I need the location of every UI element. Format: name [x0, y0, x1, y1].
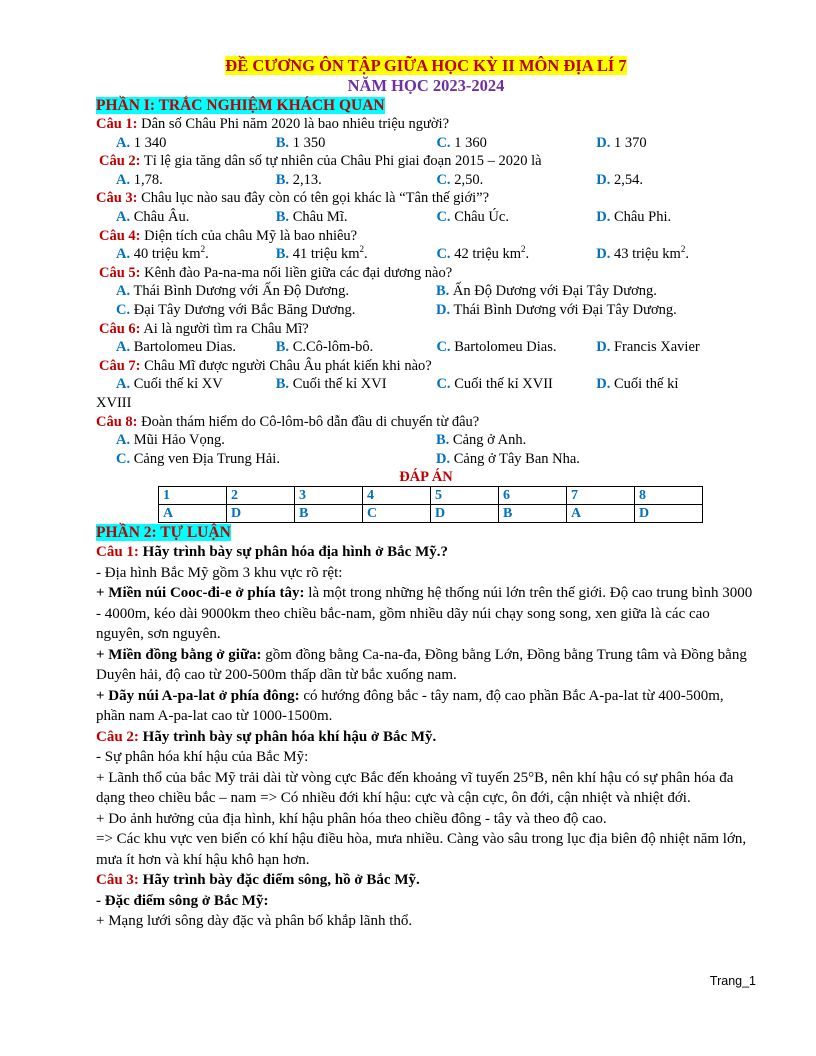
answer-option	[276, 245, 437, 264]
question-3	[96, 189, 756, 208]
option-letter: C.	[436, 171, 451, 188]
question-label: Câu 2:	[99, 153, 141, 170]
option-letter: B.	[275, 208, 290, 225]
essay-line: + Mạng lưới sông dày đặc và phân bố khắp lãnh thổ.	[96, 913, 413, 930]
option-text: Cảng ven Địa Trung Hải.	[130, 450, 280, 467]
essay-line: + Lãnh thổ của bắc Mỹ trải dài từ vòng cực Bắc đến khoảng vĩ tuyến 25°B, nên khí hậu có sự phân hóa đa dạng theo chiều bắc – nam => Có nhiều đới khí hậu: cực và cận cực, ôn đới, cận nhiệt và nhiệt đới.	[96, 769, 734, 807]
option-text: Bartolomeu Dias.	[450, 339, 557, 356]
answer-option	[116, 282, 436, 301]
option-text: Cảng ở Tây Ban Nha.	[450, 450, 580, 467]
option-text: 2,13.	[289, 171, 322, 188]
answer-number-cell: 7	[567, 487, 635, 505]
essay-question-3: Câu 3: Hãy trình bày đặc điểm sông, hồ ở Bắc Mỹ.	[96, 872, 420, 889]
part2-heading: PHẦN 2: TỰ LUẬN	[96, 524, 231, 542]
option-letter: D.	[596, 376, 611, 393]
option-letter: D.	[596, 339, 611, 356]
essay-section	[96, 542, 756, 932]
options-row	[96, 450, 756, 469]
question-text: Ai là người tìm ra Châu Mĩ?	[140, 320, 309, 337]
option-text: Cuối thế kỉ XVII	[450, 376, 553, 393]
option-letter: A.	[116, 171, 131, 188]
option-letter: D.	[596, 246, 611, 263]
answer-number-cell: 4	[363, 487, 431, 505]
answer-option	[596, 375, 756, 394]
option-letter: A.	[116, 208, 131, 225]
option-letter: C.	[116, 301, 131, 318]
question-1	[96, 115, 756, 134]
answer-table	[158, 486, 703, 523]
option-text: Châu Úc.	[450, 208, 509, 225]
option-letter: B.	[275, 246, 290, 263]
multiple-choice-list	[96, 115, 756, 468]
option-text: Châu Mĩ.	[289, 208, 348, 225]
essay-question-2: Câu 2: Hãy trình bày sự phân hóa khí hậu ở Bắc Mỹ.	[96, 728, 437, 745]
question-label: Câu 5:	[99, 264, 141, 281]
option-text: 1,78.	[130, 171, 163, 188]
answer-key-cell: A	[159, 505, 227, 523]
answer-option	[116, 301, 436, 320]
option-letter: D.	[436, 450, 451, 467]
answer-option	[116, 245, 276, 264]
option-text: 2,54.	[610, 171, 643, 188]
option-letter: A.	[116, 339, 131, 356]
option-text: Cuối thế kỉ XV	[130, 376, 223, 393]
option-text: Francis Xavier	[610, 339, 700, 356]
option-letter: A.	[116, 283, 131, 300]
question-label: Câu 6:	[99, 320, 141, 337]
options-row	[96, 171, 756, 190]
option-end: .	[685, 246, 689, 263]
options-row	[96, 208, 756, 227]
answer-key-cell: C	[363, 505, 431, 523]
answer-option	[436, 282, 756, 301]
answer-option	[276, 375, 437, 394]
answer-option	[276, 134, 437, 153]
option-end: .	[364, 246, 368, 263]
answer-option	[596, 134, 756, 153]
options-row	[96, 431, 756, 450]
answer-key-cell: B	[295, 505, 363, 523]
question-label: Câu 3:	[96, 190, 138, 207]
answer-option	[116, 171, 276, 190]
answer-key-cell: A	[567, 505, 635, 523]
question-8	[96, 413, 756, 432]
option-letter: D.	[596, 171, 611, 188]
answer-option	[596, 208, 756, 227]
option-letter: D.	[436, 301, 451, 318]
option-letter: A.	[116, 432, 131, 449]
answer-number-cell: 2	[227, 487, 295, 505]
options-row	[96, 375, 756, 394]
essay-paragraph: + Dãy núi A-pa-lat ở phía đông: có hướng đông bắc - tây nam, độ cao phần Bắc A-pa-lat từ 400-500m, phần nam A-pa-lat cao từ 1000-1500m.	[96, 687, 724, 725]
option-text: Châu Âu.	[130, 208, 190, 225]
question-7	[96, 357, 756, 376]
option-text: Mũi Hảo Vọng.	[130, 432, 225, 449]
answer-key-row	[159, 505, 703, 523]
answer-option	[436, 171, 596, 190]
option-letter: D.	[596, 134, 611, 151]
essay-subheading: - Đặc điểm sông ở Bắc Mỹ:	[96, 892, 269, 909]
option-text: Cuối thế kỉ XVI	[289, 376, 387, 393]
question-label: Câu 8:	[96, 413, 138, 430]
superscript: 2	[200, 244, 206, 255]
answer-option	[116, 375, 276, 394]
answer-heading: ĐÁP ÁN	[399, 469, 453, 486]
option-text: Thái Bình Dương với Ấn Độ Dương.	[130, 283, 350, 300]
option-text: 1 360	[450, 134, 487, 151]
options-row	[96, 282, 756, 301]
answer-number-cell: 3	[295, 487, 363, 505]
option-end: .	[205, 246, 209, 263]
question-2	[96, 152, 756, 171]
answer-number-cell: 8	[635, 487, 703, 505]
answer-option	[436, 338, 596, 357]
option-letter: B.	[436, 283, 450, 300]
answer-option	[436, 134, 596, 153]
answer-option	[116, 134, 276, 153]
option-text: 40 triệu km	[130, 246, 201, 263]
answer-key-cell: B	[499, 505, 567, 523]
answer-option	[436, 301, 756, 320]
answer-option	[436, 450, 756, 469]
option-text: Đại Tây Dương với Bắc Băng Dương.	[130, 301, 356, 318]
option-letter: C.	[436, 339, 451, 356]
option-text: 41 triệu km	[289, 246, 360, 263]
essay-paragraph: + Miền đồng bằng ở giữa: gồm đồng bằng Ca-na-đa, Đồng bằng Lớn, Đồng bằng Trung tâm và Đồng bằng Duyên hải, độ cao từ 200-500m thấp dần từ bắc xuống nam.	[96, 646, 747, 684]
question-text: Châu lục nào sau đây còn có tên gọi khác là “Tân thế giới”?	[137, 190, 490, 207]
option-text: 43 triệu km	[610, 246, 681, 263]
question-5	[96, 264, 756, 283]
answer-number-row	[159, 487, 703, 505]
question-text: Dân số Châu Phi năm 2020 là bao nhiêu triệu người?	[137, 116, 450, 132]
answer-option	[436, 375, 596, 394]
option-letter: C.	[116, 450, 131, 467]
answer-option	[596, 245, 756, 264]
document-subtitle: NĂM HỌC 2023-2024	[347, 76, 505, 95]
option-text: Châu Phi.	[610, 208, 672, 225]
answer-option	[276, 208, 437, 227]
document-page	[96, 56, 756, 932]
answer-option	[596, 171, 756, 190]
option-text: Thái Bình Dương với Đại Tây Dương.	[450, 301, 677, 318]
answer-key-cell: D	[227, 505, 295, 523]
document-title: ĐỀ CƯƠNG ÔN TẬP GIỮA HỌC KỲ II MÔN ĐỊA LÍ 7	[225, 56, 627, 75]
option-letter: C.	[436, 376, 451, 393]
option-letter: B.	[275, 171, 290, 188]
option-letter: D.	[596, 208, 611, 225]
options-row	[96, 134, 756, 153]
option-text: Cảng ở Anh.	[449, 432, 527, 449]
answer-option	[436, 245, 596, 264]
essay-line: => Các khu vực ven biển có khí hậu điều hòa, mưa nhiều. Càng vào sâu trong lục địa biên độ nhiệt năm lớn, mưa ít hơn và khí hậu khô hạn hơn.	[96, 831, 747, 868]
answer-option	[116, 450, 436, 469]
option-text: C.Cô-lôm-bô.	[289, 339, 374, 356]
option-text: Cuối thế kỉ	[610, 376, 679, 393]
question-4	[96, 227, 756, 246]
option-text: Bartolomeu Dias.	[130, 339, 237, 356]
options-row	[96, 338, 756, 357]
answer-option	[116, 208, 276, 227]
question-text: Diện tích của châu Mỹ là bao nhiêu?	[140, 227, 358, 244]
option-letter: A.	[116, 134, 131, 151]
superscript: 2	[521, 244, 526, 255]
answer-option	[436, 208, 596, 227]
option-text: 1 350	[289, 134, 326, 151]
option-text: Ấn Độ Dương với Đại Tây Dương.	[449, 283, 657, 300]
question-text: Đoàn thám hiểm do Cô-lôm-bô dẫn đầu di chuyển từ đâu?	[137, 413, 480, 430]
option-letter: B.	[275, 376, 290, 393]
option-text: 1 370	[610, 134, 647, 151]
question-text: Châu Mĩ được người Châu Âu phát kiến khi nào?	[140, 357, 432, 374]
essay-paragraph: + Miền núi Cooc-đi-e ở phía tây: là một trong những hệ thống núi lớn trên thế giới. Độ cao trung bình 3000 - 4000m, kéo dài 9000km theo chiều bắc-nam, gồm nhiều dãy núi chạy song song, xen giữa là các cao nguyên, sơn nguyên.	[96, 585, 753, 643]
option-text: 1 340	[130, 134, 167, 151]
answer-option	[116, 338, 276, 357]
part1-heading: PHẦN I: TRẮC NGHIỆM KHÁCH QUAN	[96, 97, 385, 114]
answer-option	[276, 171, 437, 190]
answer-option	[596, 338, 756, 357]
answer-number-cell: 6	[499, 487, 567, 505]
superscript: 2	[359, 244, 365, 255]
question-6	[96, 320, 756, 339]
option-letter: B.	[275, 134, 290, 151]
option-letter: C.	[436, 208, 451, 225]
answer-option	[116, 431, 436, 450]
option-letter: A.	[116, 246, 131, 263]
essay-line: - Địa hình Bắc Mỹ gồm 3 khu vực rõ rệt:	[96, 564, 343, 581]
question-label: Câu 4:	[99, 227, 141, 244]
essay-line: + Do ảnh hưởng của địa hình, khí hậu phân hóa theo chiều đông - tây và theo độ cao.	[96, 810, 607, 827]
option-letter: C.	[436, 246, 451, 263]
option-text: 2,50.	[450, 171, 484, 188]
options-row	[96, 245, 756, 264]
options-row	[96, 301, 756, 320]
answer-option	[436, 431, 756, 450]
answer-option	[276, 338, 437, 357]
answer-number-cell: 1	[159, 487, 227, 505]
superscript: 2	[680, 244, 686, 255]
essay-line: - Sự phân hóa khí hậu của Bắc Mỹ:	[96, 749, 309, 766]
essay-question-1: Câu 1: Hãy trình bày sự phân hóa địa hình ở Bắc Mỹ.?	[96, 544, 448, 561]
option-letter: B.	[275, 339, 290, 356]
question-label: Câu 7:	[99, 357, 141, 374]
page-footer: Trang_1	[709, 974, 756, 988]
option-text: 42 triệu km	[450, 246, 522, 263]
option-wrap-text: XVIII	[96, 394, 132, 411]
question-label: Câu 1:	[96, 116, 138, 132]
question-text: Tỉ lệ gia tăng dân số tự nhiên của Châu Phi giai đoạn 2015 – 2020 là	[140, 153, 542, 170]
answer-number-cell: 5	[431, 487, 499, 505]
question-text: Kênh đào Pa-na-ma nối liền giữa các đại dương nào?	[140, 264, 453, 281]
option-letter: B.	[436, 432, 450, 449]
answer-key-cell: D	[635, 505, 703, 523]
option-end: .	[525, 246, 530, 263]
option-letter: C.	[436, 134, 451, 151]
option-letter: A.	[116, 376, 131, 393]
answer-key-cell: D	[431, 505, 499, 523]
